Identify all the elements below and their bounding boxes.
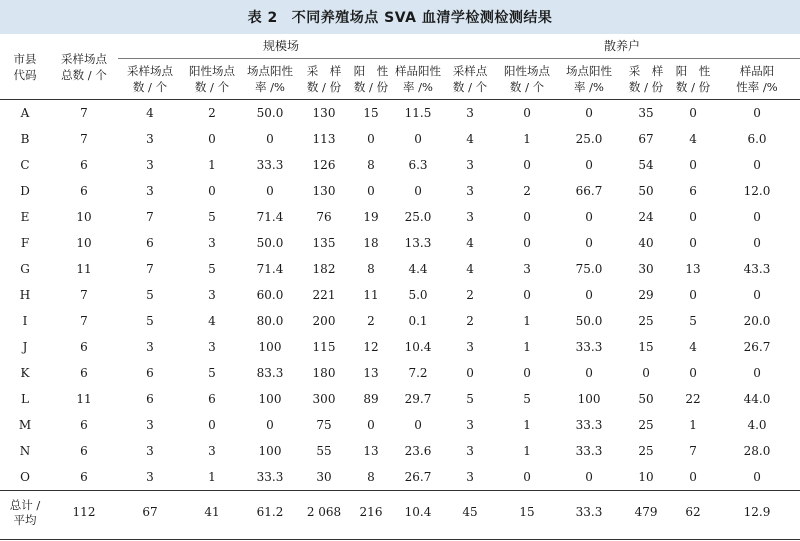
row-code-cell: J xyxy=(22,340,28,354)
row-code-cell: M xyxy=(18,418,32,432)
total-cell: 2 068 xyxy=(298,491,350,535)
header-large-col-5-line2: 率 /% xyxy=(403,80,433,94)
table-cell: 3 xyxy=(466,340,474,354)
table-cell: 2 xyxy=(367,314,375,328)
table-cell: 0 xyxy=(367,418,375,432)
row-code-cell: D xyxy=(20,184,30,198)
table-cell: 33.3 xyxy=(256,470,284,484)
table-cell: 22 xyxy=(685,392,701,406)
table-cell: 11 xyxy=(363,288,379,302)
table-cell: 3 xyxy=(208,340,216,354)
table-row xyxy=(0,464,800,491)
table-cell: 30 xyxy=(638,262,654,276)
table-cell: 180 xyxy=(312,366,336,380)
table-cell: 1 xyxy=(523,444,531,458)
table-cell: 43.3 xyxy=(743,262,771,276)
total-cell: 479 xyxy=(620,491,672,535)
header-small-col-4-line1: 阳 性 xyxy=(675,64,711,78)
table-row xyxy=(0,230,800,256)
table-cell: 0 xyxy=(208,418,216,432)
header-small-col-4-line2: 数 / 份 xyxy=(675,80,711,94)
table-row xyxy=(0,282,800,308)
header-small-col-3 xyxy=(620,59,672,100)
table-cell: 4 xyxy=(466,132,474,146)
table-cell: 13 xyxy=(363,366,379,380)
table-cell: 3 xyxy=(466,158,474,172)
table-cell: 5 xyxy=(689,314,697,328)
table-cell: 11.5 xyxy=(404,106,432,120)
header-large-col-5-line1: 样品阳性 xyxy=(395,64,441,78)
row-code-cell: F xyxy=(20,236,30,250)
total-cell: 15 xyxy=(496,491,558,535)
table-cell: 1 xyxy=(523,314,531,328)
total-cell: 112 xyxy=(50,491,118,535)
header-code xyxy=(0,34,50,100)
table-cell: 3 xyxy=(208,288,216,302)
header-subcolumns xyxy=(0,59,800,100)
table-cell: 12.0 xyxy=(743,184,771,198)
table-cell: 2 xyxy=(208,106,216,120)
table-cell: 1 xyxy=(208,158,216,172)
table-cell: 12 xyxy=(363,340,379,354)
table-cell: 0 xyxy=(585,288,593,302)
table-cell: 4 xyxy=(466,262,474,276)
table-cell: 66.7 xyxy=(575,184,603,198)
table-cell: 44.0 xyxy=(743,392,771,406)
total-row xyxy=(0,491,800,535)
table-cell: 5 xyxy=(208,262,216,276)
header-small-col-2-line2: 率 /% xyxy=(574,80,604,94)
table-cell: 0 xyxy=(523,158,531,172)
header-small-col-3-line1: 采 样 xyxy=(628,64,664,78)
table-row xyxy=(0,438,800,464)
total-cell: 10.4 xyxy=(392,491,444,535)
table-cell: 4 xyxy=(466,236,474,250)
table-cell: 33.3 xyxy=(256,158,284,172)
table-body xyxy=(0,100,800,535)
table-cell: 135 xyxy=(312,236,336,250)
table-row xyxy=(0,178,800,204)
header-large-col-4-line1: 阳 性 xyxy=(353,64,389,78)
table-cell: 0 xyxy=(642,366,650,380)
header-large-col-3-line1: 采 样 xyxy=(306,64,342,78)
table-cell: 0 xyxy=(266,132,274,146)
table-cell: 80.0 xyxy=(256,314,284,328)
table-cell: 10 xyxy=(638,470,654,484)
table-cell: 4 xyxy=(689,340,697,354)
header-code-line2: 代码 xyxy=(13,67,37,82)
total-cell: 62 xyxy=(672,491,714,535)
table-cell: 40 xyxy=(638,236,654,250)
row-code-cell: E xyxy=(20,210,30,224)
table-cell: 3 xyxy=(208,444,216,458)
table-cell: 0 xyxy=(414,418,422,432)
table-cell: 33.3 xyxy=(575,340,603,354)
total-cell: 12.9 xyxy=(714,491,800,535)
header-large-col-0 xyxy=(118,59,182,100)
table-cell: 0 xyxy=(689,210,697,224)
header-total-sites xyxy=(50,34,118,100)
table-cell: 3 xyxy=(523,262,531,276)
table-cell: 33.3 xyxy=(575,444,603,458)
table-cell: 0 xyxy=(689,106,697,120)
table-cell: 7 xyxy=(80,132,88,146)
table-cell: 0 xyxy=(367,184,375,198)
table-cell: 76 xyxy=(316,210,332,224)
table-cell: 1 xyxy=(523,418,531,432)
row-code-cell: L xyxy=(21,392,29,406)
table-cell: 4 xyxy=(689,132,697,146)
total-cell: 67 xyxy=(118,491,182,535)
table-row xyxy=(0,386,800,412)
header-large-col-1 xyxy=(182,59,242,100)
header-large-col-2-line1: 场点阳性 xyxy=(247,64,293,78)
table-cell: 0 xyxy=(523,366,531,380)
table-cell: 35 xyxy=(638,106,654,120)
results-table xyxy=(0,34,800,534)
table-cell: 5 xyxy=(146,288,154,302)
table-cell: 115 xyxy=(312,340,336,354)
table-cell: 30 xyxy=(316,470,332,484)
table-cell: 10.4 xyxy=(404,340,432,354)
header-small-col-2-line1: 场点阳性 xyxy=(566,64,613,78)
table-cell: 4 xyxy=(208,314,216,328)
table-cell: 4.0 xyxy=(747,418,767,432)
table-cell: 50.0 xyxy=(256,106,284,120)
row-code-cell: K xyxy=(20,366,30,380)
table-title-text: 不同养殖场点 SVA 血清学检测检测结果 xyxy=(291,10,553,26)
table-cell: 6 xyxy=(689,184,697,198)
table-cell: 15 xyxy=(638,340,654,354)
table-cell: 3 xyxy=(466,444,474,458)
table-cell: 6 xyxy=(208,392,216,406)
table-cell: 7 xyxy=(146,210,154,224)
header-small-col-5-line1: 样品阳 xyxy=(739,64,775,78)
table-cell: 25 xyxy=(638,418,654,432)
total-label-cell xyxy=(0,491,50,535)
table-header xyxy=(0,34,800,100)
table-cell: 15 xyxy=(363,106,379,120)
table-cell: 29.7 xyxy=(404,392,432,406)
table-cell: 28.0 xyxy=(743,444,771,458)
table-cell: 25.0 xyxy=(575,132,603,146)
table-cell: 0 xyxy=(266,184,274,198)
row-code-cell: H xyxy=(19,288,31,302)
table-cell: 0 xyxy=(689,366,697,380)
table-cell: 13 xyxy=(363,444,379,458)
table-row xyxy=(0,412,800,438)
table-cell: 0 xyxy=(585,470,593,484)
table-cell: 0 xyxy=(523,236,531,250)
table-cell: 11 xyxy=(76,392,92,406)
table-cell: 0.1 xyxy=(408,314,428,328)
table-cell: 6 xyxy=(146,236,154,250)
table-cell: 10 xyxy=(76,210,92,224)
table-cell: 5.0 xyxy=(408,288,428,302)
table-cell: 7 xyxy=(80,106,88,120)
table-cell: 24 xyxy=(638,210,654,224)
table-row xyxy=(0,360,800,386)
table-cell: 0 xyxy=(523,470,531,484)
table-row xyxy=(0,126,800,152)
table-cell: 0 xyxy=(523,106,531,120)
table-cell: 3 xyxy=(208,236,216,250)
table-cell: 10 xyxy=(76,236,92,250)
table-cell: 6 xyxy=(80,366,88,380)
header-total-line1: 采样场点 xyxy=(61,51,107,66)
table-cell: 11 xyxy=(76,262,92,276)
table-cell: 75 xyxy=(316,418,332,432)
table-cell: 1 xyxy=(523,340,531,354)
table-cell: 0 xyxy=(753,236,761,250)
table-cell: 0 xyxy=(753,210,761,224)
table-cell: 1 xyxy=(208,470,216,484)
table-cell: 8 xyxy=(367,158,375,172)
bottom-rule xyxy=(0,539,800,540)
header-small-col-4 xyxy=(672,59,714,100)
table-cell: 0 xyxy=(689,470,697,484)
table-cell: 130 xyxy=(312,184,336,198)
header-large-col-0-line1: 采样场点 xyxy=(127,64,173,78)
table-cell: 13.3 xyxy=(404,236,432,250)
header-small-col-5-line2: 性率 /% xyxy=(736,80,778,94)
table-cell: 0 xyxy=(689,288,697,302)
table-cell: 20.0 xyxy=(743,314,771,328)
table-cell: 7 xyxy=(689,444,697,458)
header-large-col-2-line2: 率 /% xyxy=(255,80,285,94)
table-cell: 5 xyxy=(146,314,154,328)
table-cell: 5 xyxy=(466,392,474,406)
table-cell: 7 xyxy=(80,314,88,328)
table-cell: 130 xyxy=(312,106,336,120)
table-cell: 0 xyxy=(753,366,761,380)
table-cell: 3 xyxy=(466,184,474,198)
row-code-cell: A xyxy=(20,106,30,120)
table-cell: 71.4 xyxy=(256,210,284,224)
table-cell: 4 xyxy=(146,106,154,120)
table-cell: 100 xyxy=(577,392,601,406)
table-cell: 113 xyxy=(312,132,336,146)
table-cell: 3 xyxy=(146,418,154,432)
table-cell: 2 xyxy=(466,288,474,302)
header-small-col-2 xyxy=(558,59,620,100)
table-cell: 221 xyxy=(312,288,336,302)
table-cell: 100 xyxy=(258,392,282,406)
table-cell: 0 xyxy=(689,236,697,250)
table-cell: 89 xyxy=(363,392,379,406)
table-cell: 0 xyxy=(585,158,593,172)
table-cell: 0 xyxy=(414,132,422,146)
total-cell: 41 xyxy=(182,491,242,535)
header-small-col-0-line2: 数 / 个 xyxy=(452,80,488,94)
table-cell: 6 xyxy=(80,470,88,484)
table-cell: 0 xyxy=(414,184,422,198)
table-cell: 7.2 xyxy=(408,366,428,380)
table-cell: 182 xyxy=(312,262,336,276)
table-cell: 50 xyxy=(638,184,654,198)
header-large-col-3-line2: 数 / 份 xyxy=(306,80,342,94)
table-cell: 0 xyxy=(523,288,531,302)
table-cell: 3 xyxy=(146,340,154,354)
table-cell: 126 xyxy=(312,158,336,172)
header-large-col-1-line2: 数 / 个 xyxy=(194,80,230,94)
table-cell: 3 xyxy=(146,132,154,146)
table-cell: 5 xyxy=(523,392,531,406)
table-cell: 26.7 xyxy=(404,470,432,484)
table-cell: 200 xyxy=(312,314,336,328)
table-cell: 0 xyxy=(585,106,593,120)
table-cell: 0 xyxy=(523,210,531,224)
header-small-col-5 xyxy=(714,59,800,100)
table-cell: 1 xyxy=(689,418,697,432)
row-code-cell: I xyxy=(22,314,28,328)
table-cell: 3 xyxy=(146,470,154,484)
table-cell: 3 xyxy=(466,106,474,120)
table-cell: 3 xyxy=(146,184,154,198)
total-cell: 45 xyxy=(444,491,496,535)
table-cell: 5 xyxy=(208,366,216,380)
header-small-col-1 xyxy=(496,59,558,100)
table-row xyxy=(0,308,800,334)
table-cell: 7 xyxy=(146,262,154,276)
header-group-backyard: 散养户 xyxy=(444,34,800,59)
header-large-col-1-line1: 阳性场点 xyxy=(189,64,235,78)
total-cell: 61.2 xyxy=(242,491,298,535)
table-cell: 18 xyxy=(363,236,379,250)
table-cell: 0 xyxy=(753,288,761,302)
table-cell: 0 xyxy=(466,366,474,380)
table-cell: 25.0 xyxy=(404,210,432,224)
row-code-cell: G xyxy=(20,262,30,276)
table-cell: 6.3 xyxy=(408,158,428,172)
table-row xyxy=(0,204,800,230)
table-cell: 2 xyxy=(523,184,531,198)
table-cell: 0 xyxy=(208,184,216,198)
header-large-col-3 xyxy=(298,59,350,100)
table-cell: 0 xyxy=(585,210,593,224)
table-cell: 6 xyxy=(80,418,88,432)
table-cell: 29 xyxy=(638,288,654,302)
header-large-col-4 xyxy=(350,59,392,100)
table-cell: 6.0 xyxy=(747,132,767,146)
table-cell: 0 xyxy=(585,236,593,250)
table-cell: 6 xyxy=(146,366,154,380)
header-large-col-2 xyxy=(242,59,298,100)
table-cell: 3 xyxy=(466,470,474,484)
table-cell: 7 xyxy=(80,288,88,302)
table-cell: 4.4 xyxy=(408,262,428,276)
header-small-col-0 xyxy=(444,59,496,100)
table-cell: 26.7 xyxy=(743,340,771,354)
header-small-col-1-line2: 数 / 个 xyxy=(509,80,545,94)
table-cell: 50.0 xyxy=(256,236,284,250)
table-cell: 0 xyxy=(753,158,761,172)
table-cell: 5 xyxy=(208,210,216,224)
table-cell: 55 xyxy=(316,444,332,458)
header-small-col-1-line1: 阳性场点 xyxy=(504,64,551,78)
table-cell: 75.0 xyxy=(575,262,603,276)
header-large-col-5 xyxy=(392,59,444,100)
table-cell: 0 xyxy=(689,158,697,172)
table-cell: 100 xyxy=(258,340,282,354)
table-cell: 3 xyxy=(466,418,474,432)
row-code-cell: B xyxy=(20,132,30,146)
table-cell: 25 xyxy=(638,444,654,458)
table-cell: 83.3 xyxy=(256,366,284,380)
table-row xyxy=(0,100,800,127)
table-cell: 13 xyxy=(685,262,701,276)
total-label-line1: 总计 / xyxy=(9,497,41,512)
total-label-line2: 平均 xyxy=(13,512,37,527)
table-cell: 3 xyxy=(466,210,474,224)
table-cell: 0 xyxy=(753,470,761,484)
table-cell: 6 xyxy=(80,158,88,172)
row-code-cell: C xyxy=(20,158,30,172)
table-cell: 50.0 xyxy=(575,314,603,328)
table-cell: 8 xyxy=(367,470,375,484)
header-code-line1: 市县 xyxy=(13,51,37,66)
table-cell: 8 xyxy=(367,262,375,276)
table-cell: 6 xyxy=(80,184,88,198)
table-cell: 0 xyxy=(208,132,216,146)
header-large-col-0-line2: 数 / 个 xyxy=(132,80,168,94)
table-cell: 0 xyxy=(753,106,761,120)
row-code-cell: O xyxy=(20,470,30,484)
table-cell: 33.3 xyxy=(575,418,603,432)
table-cell: 2 xyxy=(466,314,474,328)
table-title xyxy=(0,0,800,34)
table-cell: 0 xyxy=(266,418,274,432)
table-cell: 0 xyxy=(367,132,375,146)
header-small-col-3-line2: 数 / 份 xyxy=(628,80,664,94)
header-small-col-0-line1: 采样点 xyxy=(452,64,488,78)
table-cell: 3 xyxy=(146,158,154,172)
table-cell: 3 xyxy=(146,444,154,458)
row-code-cell: N xyxy=(19,444,31,458)
table-cell: 19 xyxy=(363,210,379,224)
table-cell: 0 xyxy=(585,366,593,380)
total-cell: 33.3 xyxy=(558,491,620,535)
table-cell: 60.0 xyxy=(256,288,284,302)
table-row xyxy=(0,334,800,360)
table-cell: 71.4 xyxy=(256,262,284,276)
table-cell: 1 xyxy=(523,132,531,146)
table-cell: 25 xyxy=(638,314,654,328)
table-cell: 6 xyxy=(80,340,88,354)
table-cell: 6 xyxy=(80,444,88,458)
table-row xyxy=(0,256,800,282)
table-cell: 6 xyxy=(146,392,154,406)
table-row xyxy=(0,152,800,178)
table-cell: 50 xyxy=(638,392,654,406)
table-cell: 54 xyxy=(638,158,654,172)
table-cell: 67 xyxy=(638,132,654,146)
header-large-col-4-line2: 数 / 份 xyxy=(353,80,389,94)
table-number: 表 2 xyxy=(247,10,278,26)
table-cell: 100 xyxy=(258,444,282,458)
total-cell: 216 xyxy=(350,491,392,535)
table-cell: 23.6 xyxy=(404,444,432,458)
header-total-line2: 总数 / 个 xyxy=(61,67,107,82)
header-group-large-farms: 规模场 xyxy=(118,34,444,59)
table-cell: 300 xyxy=(312,392,336,406)
